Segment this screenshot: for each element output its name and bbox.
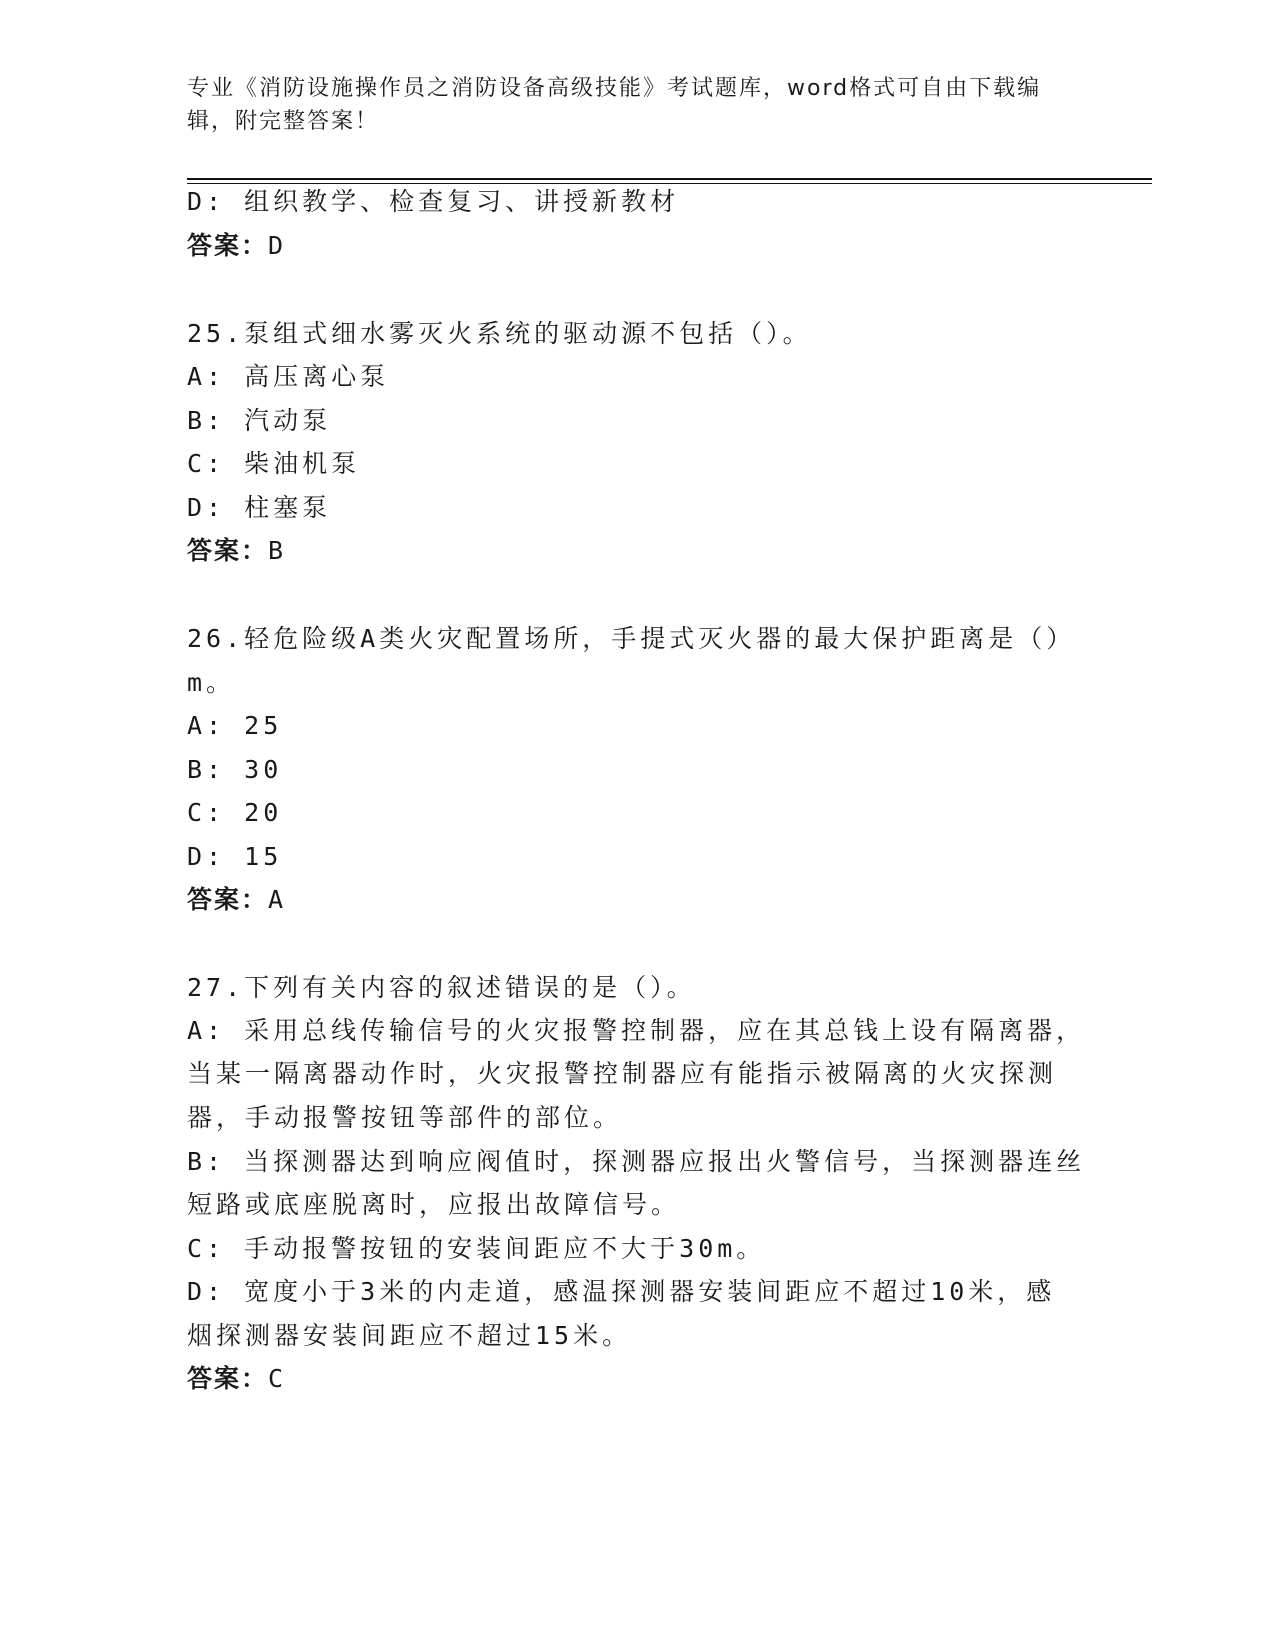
answer-label: 答案： [187, 536, 269, 565]
answer-label: 答案： [187, 885, 269, 914]
q26-option-b: B: 30 [187, 755, 283, 784]
q25-option-a: A: 高压离心泵 [187, 362, 390, 391]
answer-value: C [268, 1364, 286, 1393]
q27-option-b-line1: B: 当探测器达到响应阀值时，探测器应报出火警信号，当探测器连丝 [187, 1147, 1086, 1176]
q27-option-a-line3: 器，手动报警按钮等部件的部位。 [187, 1103, 623, 1132]
prev-answer [187, 230, 285, 262]
answer-value: A [268, 885, 286, 914]
q27-answer [187, 1363, 285, 1395]
document-header: 专业《消防设施操作员之消防设备高级技能》考试题库，word格式可自由下载编辑，附完整答案！ [187, 76, 1042, 134]
q26-option-d: D: 15 [187, 842, 283, 871]
answer-value: B [268, 536, 286, 565]
q27-option-c: C: 手动报警按钮的安装间距应不大于30m。 [187, 1234, 766, 1263]
q27-option-a-line1: A: 采用总线传输信号的火灾报警控制器，应在其总钱上设有隔离器， [187, 1016, 1086, 1045]
q25-option-c: C: 柴油机泵 [187, 449, 361, 478]
q27-option-a-line2: 当某一隔离器动作时，火灾报警控制器应有能指示被隔离的火灾探测 [187, 1059, 1058, 1088]
answer-label: 答案： [187, 231, 269, 260]
header-rule-thick [187, 178, 1152, 180]
header-rule-thin [187, 183, 1152, 184]
q26-question-line2: m。 [187, 668, 236, 697]
q25-question: 25.泵组式细水雾灭火系统的驱动源不包括（）。 [187, 319, 812, 348]
prev-option-d: D: 组织教学、检查复习、讲授新教材 [187, 187, 680, 216]
answer-label: 答案： [187, 1364, 269, 1393]
q27-option-d-line2: 烟探测器安装间距应不超过15米。 [187, 1321, 632, 1350]
answer-value: D [268, 231, 286, 260]
q27-option-d-line1: D: 宽度小于3米的内走道，感温探测器安装间距应不超过10米，感 [187, 1277, 1056, 1306]
q25-option-d: D: 柱塞泵 [187, 493, 332, 522]
q27-option-b-line2: 短路或底座脱离时，应报出故障信号。 [187, 1190, 681, 1219]
q26-answer [187, 884, 285, 916]
q25-answer [187, 535, 285, 567]
q26-option-a: A: 25 [187, 711, 283, 740]
q27-question: 27.下列有关内容的叙述错误的是（）。 [187, 973, 696, 1002]
q26-option-c: C: 20 [187, 798, 283, 827]
q25-option-b: B: 汽动泵 [187, 406, 332, 435]
q26-question-line1: 26.轻危险级A类火灾配置场所，手提式灭火器的最大保护距离是（） [187, 624, 1076, 653]
